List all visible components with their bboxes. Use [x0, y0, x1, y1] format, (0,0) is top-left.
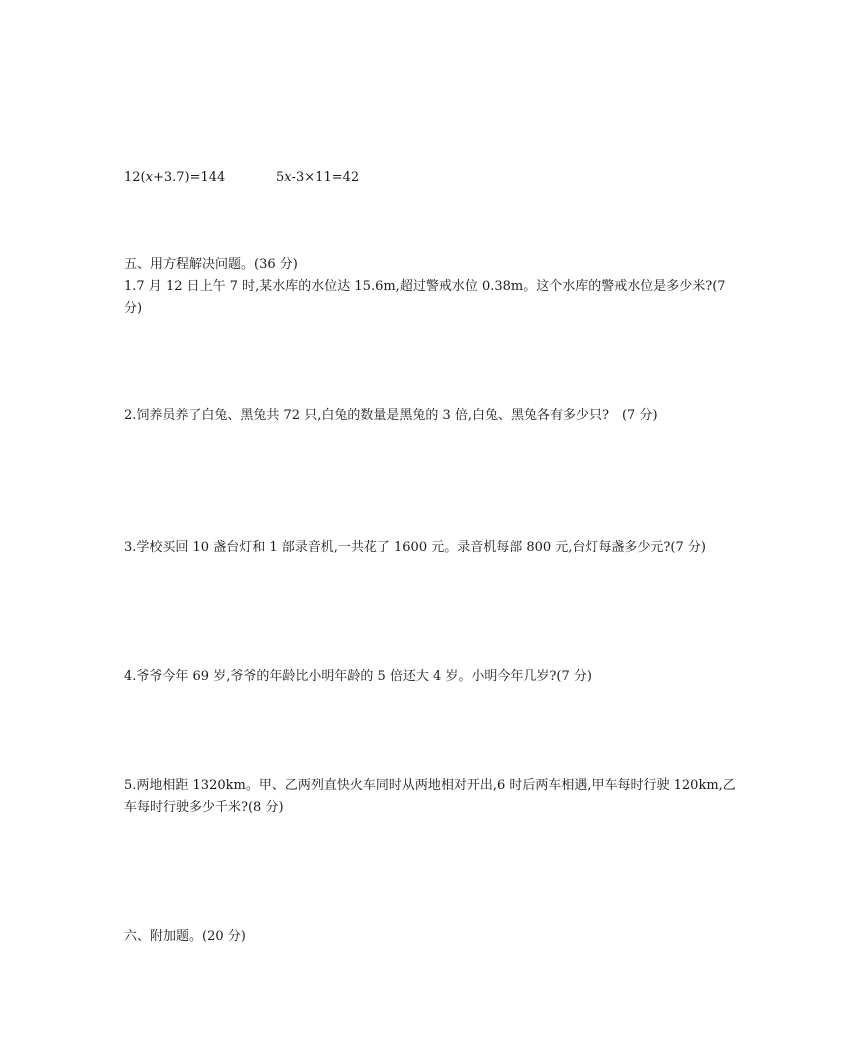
- problem-1: 1.7 月 12 日上午 7 时,某水库的水位达 15.6m,超过警戒水位 0.38m。这个水库的警戒水位是多少米?(7 分): [124, 279, 726, 316]
- section-5-heading: 五、用方程解决问题。(36 分): [124, 257, 298, 272]
- problem-2: 2.饲养员养了白兔、黑兔共 72 只,白兔的数量是黑兔的 3 倍,白兔、黑兔各有多少只? (7 分): [124, 408, 658, 423]
- problem-5: 5.两地相距 1320km。甲、乙两列直快火车同时从两地相对开出,6 时后两车相遇,甲车每时行驶 120km,乙车每时行驶多少千米?(8 分): [124, 778, 736, 815]
- equation-1-suffix: +3.7)=144: [152, 170, 226, 185]
- equation-2-variable: x: [284, 170, 292, 185]
- equation-1-variable: x: [145, 170, 153, 185]
- section-6-heading: 六、附加题。(20 分): [124, 929, 246, 944]
- equation-1: [124, 168, 225, 188]
- problem-3: 3.学校买回 10 盏台灯和 1 部录音机,一共花了 1600 元。录音机每部 800 元,台灯每盏多少元?(7 分): [124, 540, 706, 555]
- problem-4: 4.爷爷今年 69 岁,爷爷的年龄比小明年龄的 5 倍还大 4 岁。小明今年几岁?(7 分): [124, 669, 592, 684]
- equation-1-prefix: 12(: [124, 170, 146, 185]
- equation-2-prefix: 5: [276, 170, 285, 185]
- equation-2-suffix: -3×11=42: [291, 170, 360, 185]
- equation-2: [276, 168, 359, 188]
